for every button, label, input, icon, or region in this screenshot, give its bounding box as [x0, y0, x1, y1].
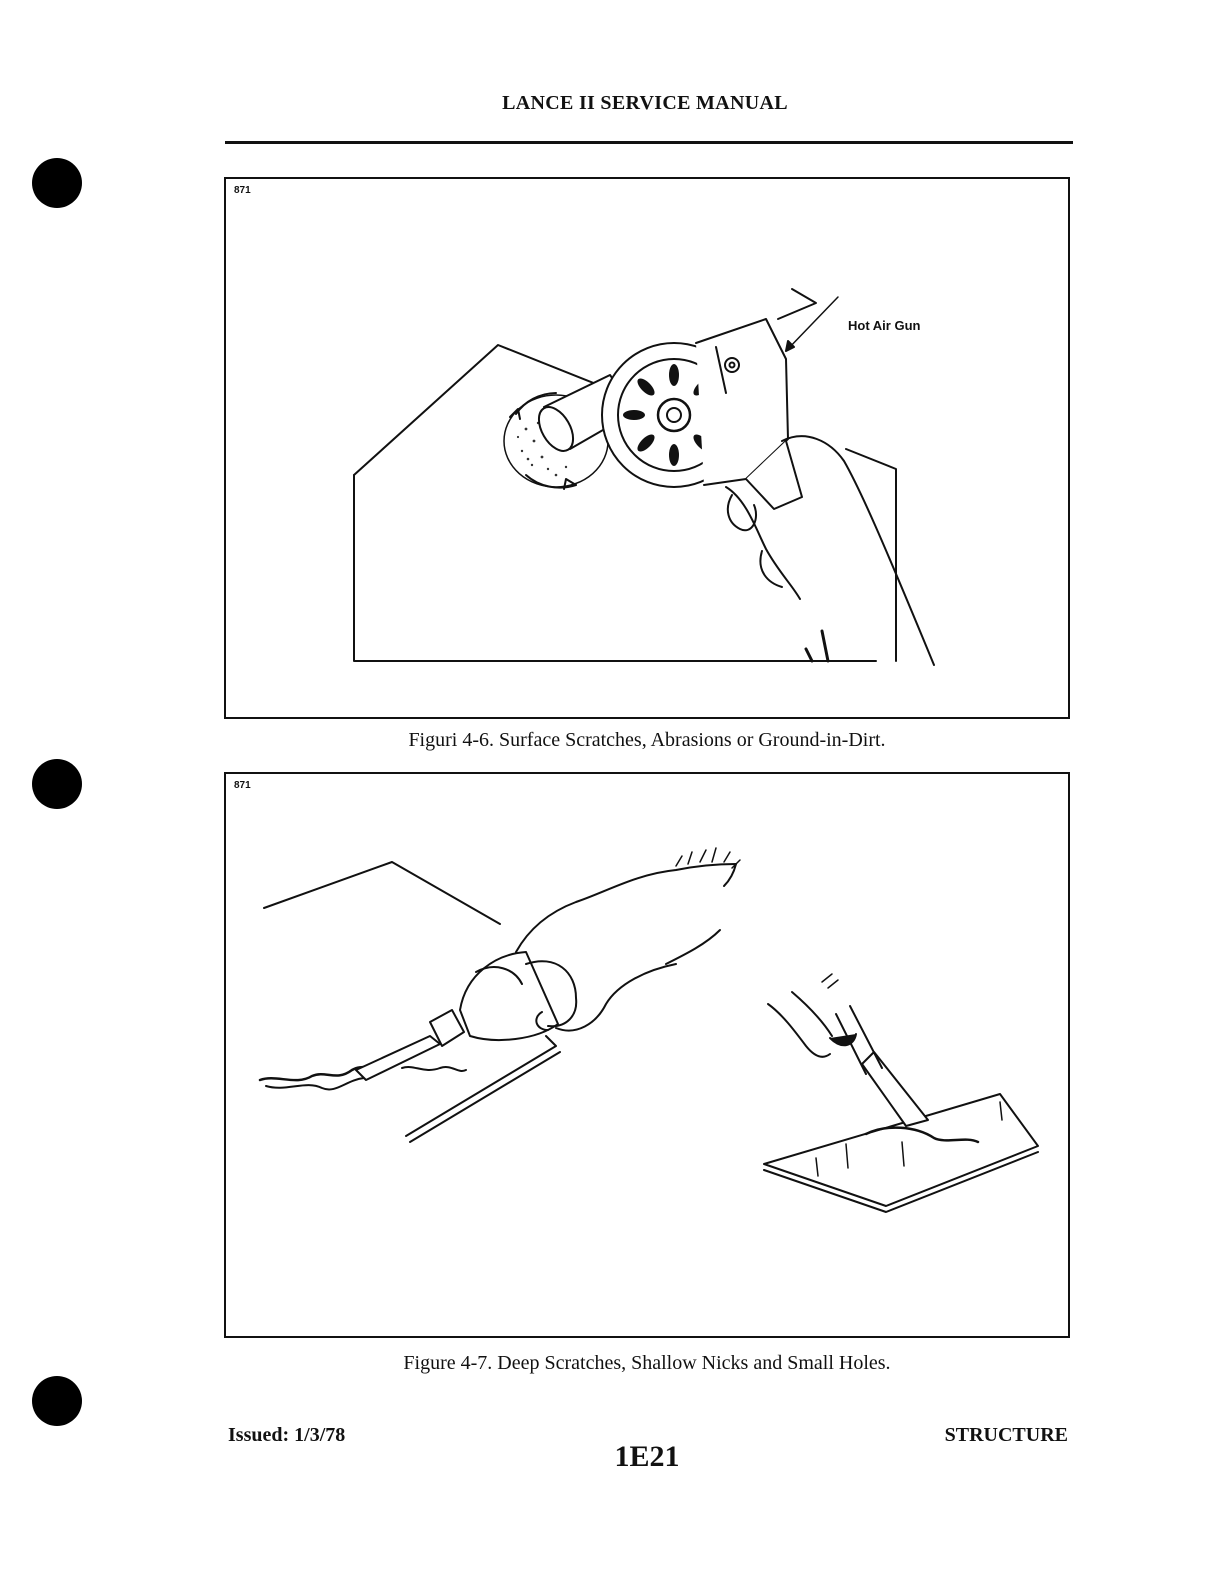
- figure-4-7-tag: 871: [234, 780, 251, 791]
- header-rule: [225, 141, 1073, 144]
- hot-air-gun-callout: Hot Air Gun: [848, 318, 921, 333]
- figure-4-6-tag: 871: [234, 185, 251, 196]
- page-header: LANCE II SERVICE MANUAL: [502, 92, 788, 114]
- figure-4-7-caption: Figure 4-7. Deep Scratches, Shallow Nicks and Small Holes.: [403, 1352, 891, 1374]
- section-label: STRUCTURE: [944, 1424, 1068, 1446]
- page-number: 1E21: [614, 1440, 680, 1473]
- issued-date: Issued: 1/3/78: [228, 1424, 346, 1446]
- binder-hole-top: [32, 158, 82, 208]
- figure-4-6-caption: Figuri 4-6. Surface Scratches, Abrasions or Ground-in-Dirt.: [408, 729, 886, 751]
- hot-air-gun-illustration: [226, 179, 1068, 717]
- figure-4-7-frame: [224, 772, 1070, 1338]
- figure-4-6-frame: [224, 177, 1070, 719]
- filler-application-illustration: [226, 774, 1068, 1336]
- binder-hole-middle: [32, 759, 82, 809]
- binder-hole-bottom: [32, 1376, 82, 1426]
